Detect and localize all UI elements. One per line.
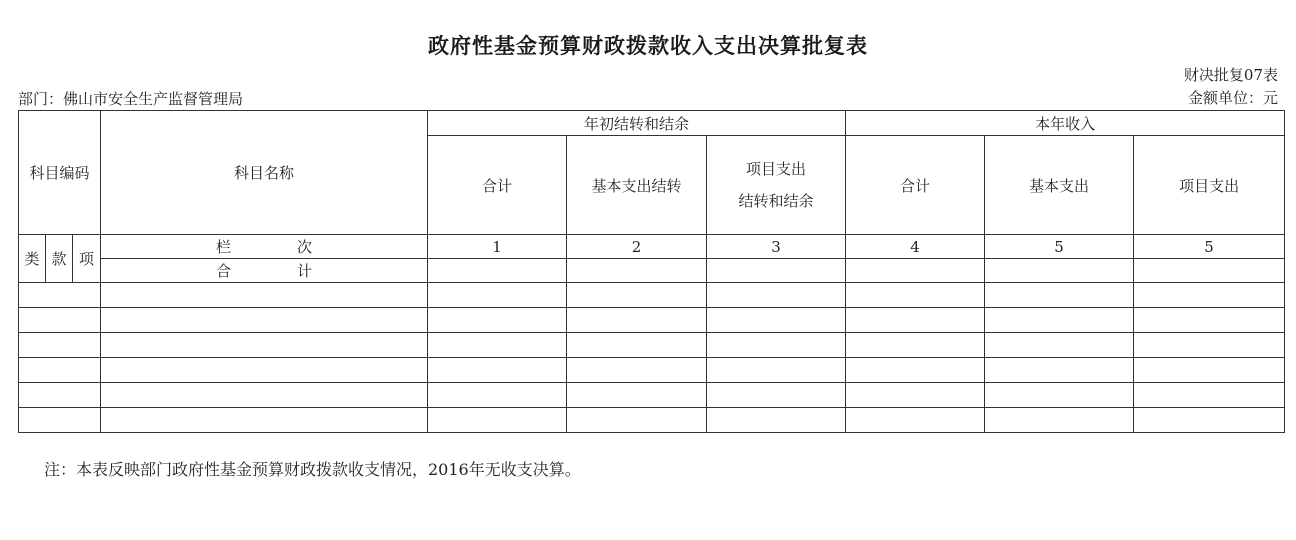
name-cell <box>101 408 428 433</box>
value-cell <box>846 383 985 408</box>
page-title: 政府性基金预算财政拨款收入支出决算批复表 <box>428 34 868 58</box>
value-cell <box>707 308 846 333</box>
value-cell <box>1134 408 1285 433</box>
total-cell <box>567 259 707 283</box>
code-class-header: 类 <box>19 235 46 283</box>
project-carryover-header <box>707 136 846 235</box>
value-cell <box>846 308 985 333</box>
value-cell <box>567 283 707 308</box>
total-cell <box>1134 259 1285 283</box>
subject-code-header: 科目编码 <box>19 111 101 235</box>
subject-name-header: 科目名称 <box>101 111 428 235</box>
value-cell <box>428 308 567 333</box>
name-cell <box>101 308 428 333</box>
project-carryover-line1: 项目支出 <box>746 160 807 178</box>
value-cell <box>1134 358 1285 383</box>
sequence-number: 5 <box>1134 235 1285 259</box>
value-cell <box>1134 333 1285 358</box>
value-cell <box>846 333 985 358</box>
project-expense-header: 项目支出 <box>1134 136 1285 235</box>
income-total-header: 合计 <box>846 136 985 235</box>
table-row <box>19 408 1285 433</box>
value-cell <box>567 333 707 358</box>
code-cell <box>19 283 101 308</box>
total-cell <box>846 259 985 283</box>
table-row <box>19 308 1285 333</box>
value-cell <box>707 358 846 383</box>
name-cell <box>101 358 428 383</box>
code-section-header: 款 <box>46 235 73 283</box>
value-cell <box>985 383 1134 408</box>
value-cell <box>985 408 1134 433</box>
total-cell <box>707 259 846 283</box>
name-cell <box>101 283 428 308</box>
project-carryover-line2: 结转和结余 <box>738 192 814 210</box>
value-cell <box>567 358 707 383</box>
value-cell <box>428 333 567 358</box>
value-cell <box>707 333 846 358</box>
value-cell <box>567 383 707 408</box>
column-sequence-label: 栏 次 <box>101 235 428 259</box>
total-cell <box>428 259 567 283</box>
code-cell <box>19 408 101 433</box>
department-label: 部门：佛山市安全生产监督管理局 <box>18 90 244 108</box>
value-cell <box>428 358 567 383</box>
table-row <box>19 383 1285 408</box>
name-cell <box>101 333 428 358</box>
value-cell <box>707 383 846 408</box>
total-cell <box>985 259 1134 283</box>
basic-expense-header: 基本支出 <box>985 136 1134 235</box>
value-cell <box>1134 383 1285 408</box>
footnote: 注：本表反映部门政府性基金预算财政拨款收支情况，2016年无收支决算。 <box>44 460 581 479</box>
code-cell <box>19 308 101 333</box>
value-cell <box>1134 308 1285 333</box>
code-cell <box>19 383 101 408</box>
code-cell <box>19 333 101 358</box>
basic-carryover-header: 基本支出结转 <box>567 136 707 235</box>
value-cell <box>985 308 1134 333</box>
value-cell <box>846 358 985 383</box>
value-cell <box>567 308 707 333</box>
sequence-number: 2 <box>567 235 707 259</box>
sequence-number: 1 <box>428 235 567 259</box>
value-cell <box>985 358 1134 383</box>
value-cell <box>428 408 567 433</box>
carryover-total-header: 合计 <box>428 136 567 235</box>
value-cell <box>428 283 567 308</box>
value-cell <box>428 383 567 408</box>
value-cell <box>985 283 1134 308</box>
value-cell <box>846 408 985 433</box>
value-cell <box>1134 283 1285 308</box>
amount-unit: 金额单位：元 <box>1187 89 1278 107</box>
code-cell <box>19 358 101 383</box>
budget-approval-table <box>18 110 1285 433</box>
total-row-label: 合 计 <box>101 259 428 283</box>
sequence-number: 3 <box>707 235 846 259</box>
table-row <box>19 333 1285 358</box>
value-cell <box>985 333 1134 358</box>
value-cell <box>707 408 846 433</box>
table-row <box>19 283 1285 308</box>
form-number: 财决批复07表 <box>1183 66 1278 84</box>
sequence-number: 5 <box>985 235 1134 259</box>
table-row <box>19 358 1285 383</box>
value-cell <box>567 408 707 433</box>
carryover-group-header: 年初结转和结余 <box>428 111 846 136</box>
value-cell <box>707 283 846 308</box>
code-item-header: 项 <box>73 235 101 283</box>
income-group-header: 本年收入 <box>846 111 1285 136</box>
value-cell <box>846 283 985 308</box>
name-cell <box>101 383 428 408</box>
sequence-number: 4 <box>846 235 985 259</box>
